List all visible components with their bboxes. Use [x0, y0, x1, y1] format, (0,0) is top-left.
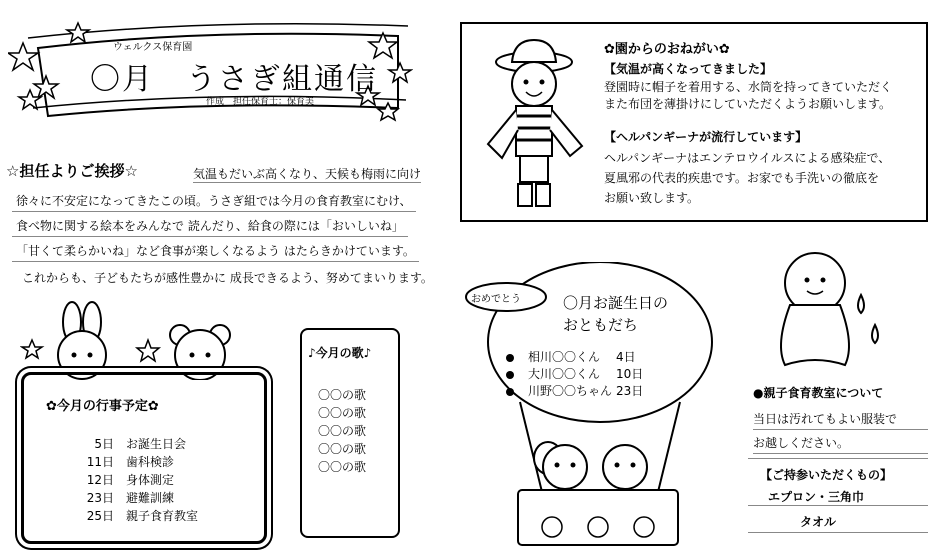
greeting-line: これからも、子どもたちが感性豊かに 成長できるよう、努めてまいります。 [22, 271, 433, 285]
teru-teru-bozu-illustration [765, 245, 885, 375]
birthday-title-line: 〇月お誕生日の [563, 294, 669, 312]
greeting-line: 徐々に不安定になってきたこの頃。うさぎ組では今月の食育教室にむけ、 [12, 190, 416, 212]
song-item: 〇〇の歌 [318, 424, 367, 438]
request-text: ヘルパンギーナはエンテロウイルスによる感染症で、 [604, 151, 891, 165]
request-subheading: 【ヘルパンギーナが流行しています】 [604, 130, 808, 144]
bring-heading: 【ご持参いただくもの】 [760, 468, 893, 482]
song-item: 〇〇の歌 [318, 388, 367, 402]
school-name: ウェルクス保育園 [113, 42, 193, 53]
event-item: 12日 身体測定 [86, 473, 175, 487]
events-board [21, 372, 267, 544]
birthday-title [563, 292, 668, 336]
cooking-heading: ●親子食育教室について [753, 386, 884, 400]
cooking-line: 当日は汚れてもよい服装で [753, 408, 928, 430]
cooking-line: お越しください。 [753, 432, 928, 454]
request-text: また布団を薄掛けにしていただくようお願いします。 [604, 97, 892, 111]
event-item: 23日 避難訓練 [86, 491, 175, 505]
song-item: 〇〇の歌 [318, 442, 367, 456]
event-item: 11日 歯科検診 [86, 455, 175, 469]
event-item: 25日 親子食育教室 [86, 509, 199, 523]
request-text: お願い致します。 [604, 191, 700, 205]
bring-item: エプロン・三角巾 [768, 490, 865, 504]
request-box [460, 22, 928, 222]
divider [748, 532, 928, 533]
title-banner [8, 8, 413, 123]
request-text: 夏風邪の代表的疾患です。お家でも手洗いの徹底を [604, 171, 880, 185]
events-title: ✿今月の行事予定✿ [46, 399, 159, 414]
songs-title: ♪今月の歌♪ [308, 346, 372, 360]
greeting-heading: ☆担任よりご挨拶☆ [6, 162, 138, 180]
songs-box [300, 328, 400, 538]
song-item: 〇〇の歌 [318, 406, 367, 420]
flower-decoration [542, 517, 654, 537]
request-heading: ✿園からのおねがい✿ [604, 42, 730, 57]
request-subheading: 【気温が高くなってきました】 [604, 62, 773, 76]
newsletter-title: 〇月 うさぎ組通信 [90, 62, 378, 97]
divider [748, 458, 928, 459]
author-line: 作成 担任保育士：保育美 [206, 97, 315, 107]
divider [748, 505, 928, 506]
event-item: 5日 お誕生日会 [94, 437, 187, 451]
birthday-item: 相川〇〇くん 4日 [506, 348, 636, 365]
rabbit-bear-illustration [20, 300, 240, 380]
birthday-title-line: おともだち [563, 316, 639, 334]
greeting-line: 気温もだいぶ高くなり、天候も梅雨に向け [193, 167, 422, 181]
request-text: 登園時に帽子を着用する、水筒を持ってきていただく [604, 80, 893, 94]
birthday-item: 大川〇〇くん 10日 [506, 365, 643, 382]
song-item: 〇〇の歌 [318, 460, 367, 474]
congrats-badge: おめでとう [471, 294, 521, 305]
greeting-line: 「甘くて柔らかいね」など食事が楽しくなるよう はたらきかけています。 [12, 240, 419, 262]
bring-item: タオル [800, 515, 837, 529]
boy-illustration [474, 34, 594, 214]
birthday-item: 川野〇〇ちゃん 23日 [506, 382, 643, 399]
greeting-line: 食べ物に関する絵本をみんなで 読んだり、給食の際には「おいしいね」 [12, 215, 408, 237]
